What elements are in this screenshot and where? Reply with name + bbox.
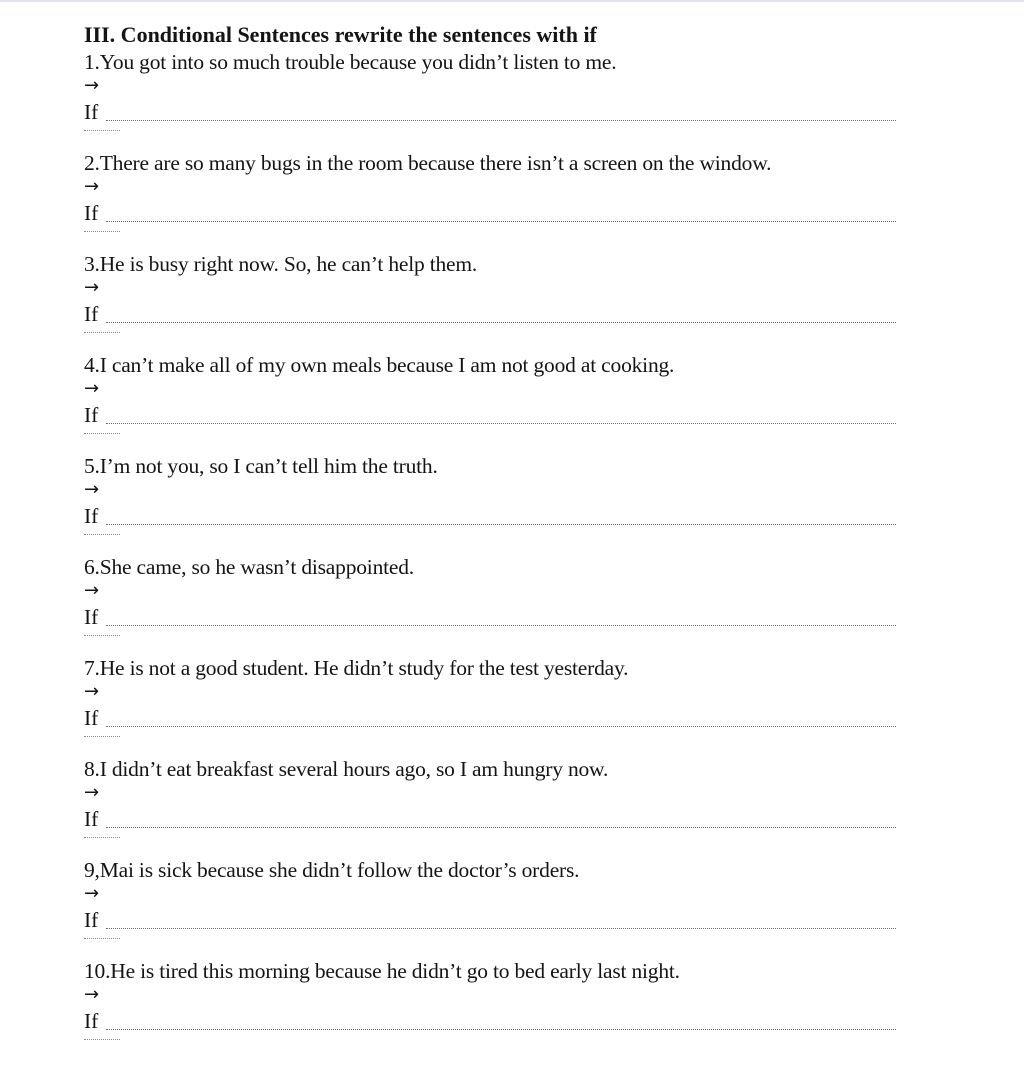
exercise-4 — [84, 351, 914, 452]
exercise-5 — [84, 452, 914, 553]
question-text: 2.There are so many bugs in the room because there isn’t a screen on the window. — [84, 151, 772, 175]
arrow-icon: → — [84, 176, 100, 197]
answer-blank[interactable] — [106, 625, 896, 626]
exercise-9 — [84, 856, 914, 957]
answer-blank-continuation — [84, 631, 120, 636]
answer-blank[interactable] — [106, 322, 896, 323]
question-text: 1.You got into so much trouble because you didn’t listen to me. — [84, 50, 617, 74]
answer-row[interactable] — [84, 1007, 914, 1035]
answer-blank[interactable] — [106, 423, 896, 424]
answer-row[interactable] — [84, 300, 914, 328]
question-text: 5.I’m not you, so I can’t tell him the truth. — [84, 454, 438, 478]
exercise-10 — [84, 957, 914, 1058]
exercise-1 — [84, 48, 914, 149]
arrow-icon: → — [84, 883, 100, 904]
question-text: 9,Mai is sick because she didn’t follow the doctor’s orders. — [84, 858, 580, 882]
answer-blank[interactable] — [106, 1029, 896, 1030]
arrow-icon: → — [84, 277, 100, 298]
answer-blank-continuation — [84, 126, 120, 131]
if-label: If — [84, 504, 99, 528]
answer-blank-continuation — [84, 1035, 120, 1040]
if-label: If — [84, 302, 99, 326]
question-text: 7.He is not a good student. He didn’t study for the test yesterday. — [84, 656, 629, 680]
answer-blank[interactable] — [106, 524, 896, 525]
answer-blank-continuation — [84, 429, 120, 434]
question-text: 10.He is tired this morning because he didn’t go to bed early last night. — [84, 959, 680, 983]
arrow-icon: → — [84, 378, 100, 399]
answer-row[interactable] — [84, 98, 914, 126]
if-label: If — [84, 1009, 99, 1033]
arrow-icon: → — [84, 75, 100, 96]
exercise-2 — [84, 149, 914, 250]
answer-blank-continuation — [84, 732, 120, 737]
answer-row[interactable] — [84, 906, 914, 934]
if-label: If — [84, 706, 99, 730]
arrow-icon: → — [84, 782, 100, 803]
answer-row[interactable] — [84, 199, 914, 227]
question-text: 4.I can’t make all of my own meals because I am not good at cooking. — [84, 353, 675, 377]
question-text: 6.She came, so he wasn’t disappointed. — [84, 555, 414, 579]
exercise-7 — [84, 654, 914, 755]
answer-row[interactable] — [84, 603, 914, 631]
arrow-icon: → — [84, 479, 100, 500]
worksheet — [84, 20, 914, 1058]
answer-blank-continuation — [84, 833, 120, 838]
if-label: If — [84, 807, 99, 831]
worksheet-title: III. Conditional Sentences rewrite the sentences with if — [84, 22, 597, 47]
answer-blank[interactable] — [106, 221, 896, 222]
answer-blank-continuation — [84, 934, 120, 939]
answer-blank[interactable] — [106, 827, 896, 828]
if-label: If — [84, 908, 99, 932]
exercise-3 — [84, 250, 914, 351]
question-text: 3.He is busy right now. So, he can’t help them. — [84, 252, 478, 276]
answer-row[interactable] — [84, 805, 914, 833]
answer-row[interactable] — [84, 704, 914, 732]
if-label: If — [84, 605, 99, 629]
answer-blank-continuation — [84, 530, 120, 535]
arrow-icon: → — [84, 580, 100, 601]
arrow-icon: → — [84, 681, 100, 702]
exercise-8 — [84, 755, 914, 856]
question-text: 8.I didn’t eat breakfast several hours ago, so I am hungry now. — [84, 757, 609, 781]
answer-blank[interactable] — [106, 928, 896, 929]
top-border — [0, 0, 1024, 2]
arrow-icon: → — [84, 984, 100, 1005]
answer-blank-continuation — [84, 227, 120, 232]
if-label: If — [84, 201, 99, 225]
if-label: If — [84, 100, 99, 124]
answer-row[interactable] — [84, 502, 914, 530]
answer-blank[interactable] — [106, 120, 896, 121]
exercise-6 — [84, 553, 914, 654]
answer-row[interactable] — [84, 401, 914, 429]
if-label: If — [84, 403, 99, 427]
answer-blank[interactable] — [106, 726, 896, 727]
answer-blank-continuation — [84, 328, 120, 333]
